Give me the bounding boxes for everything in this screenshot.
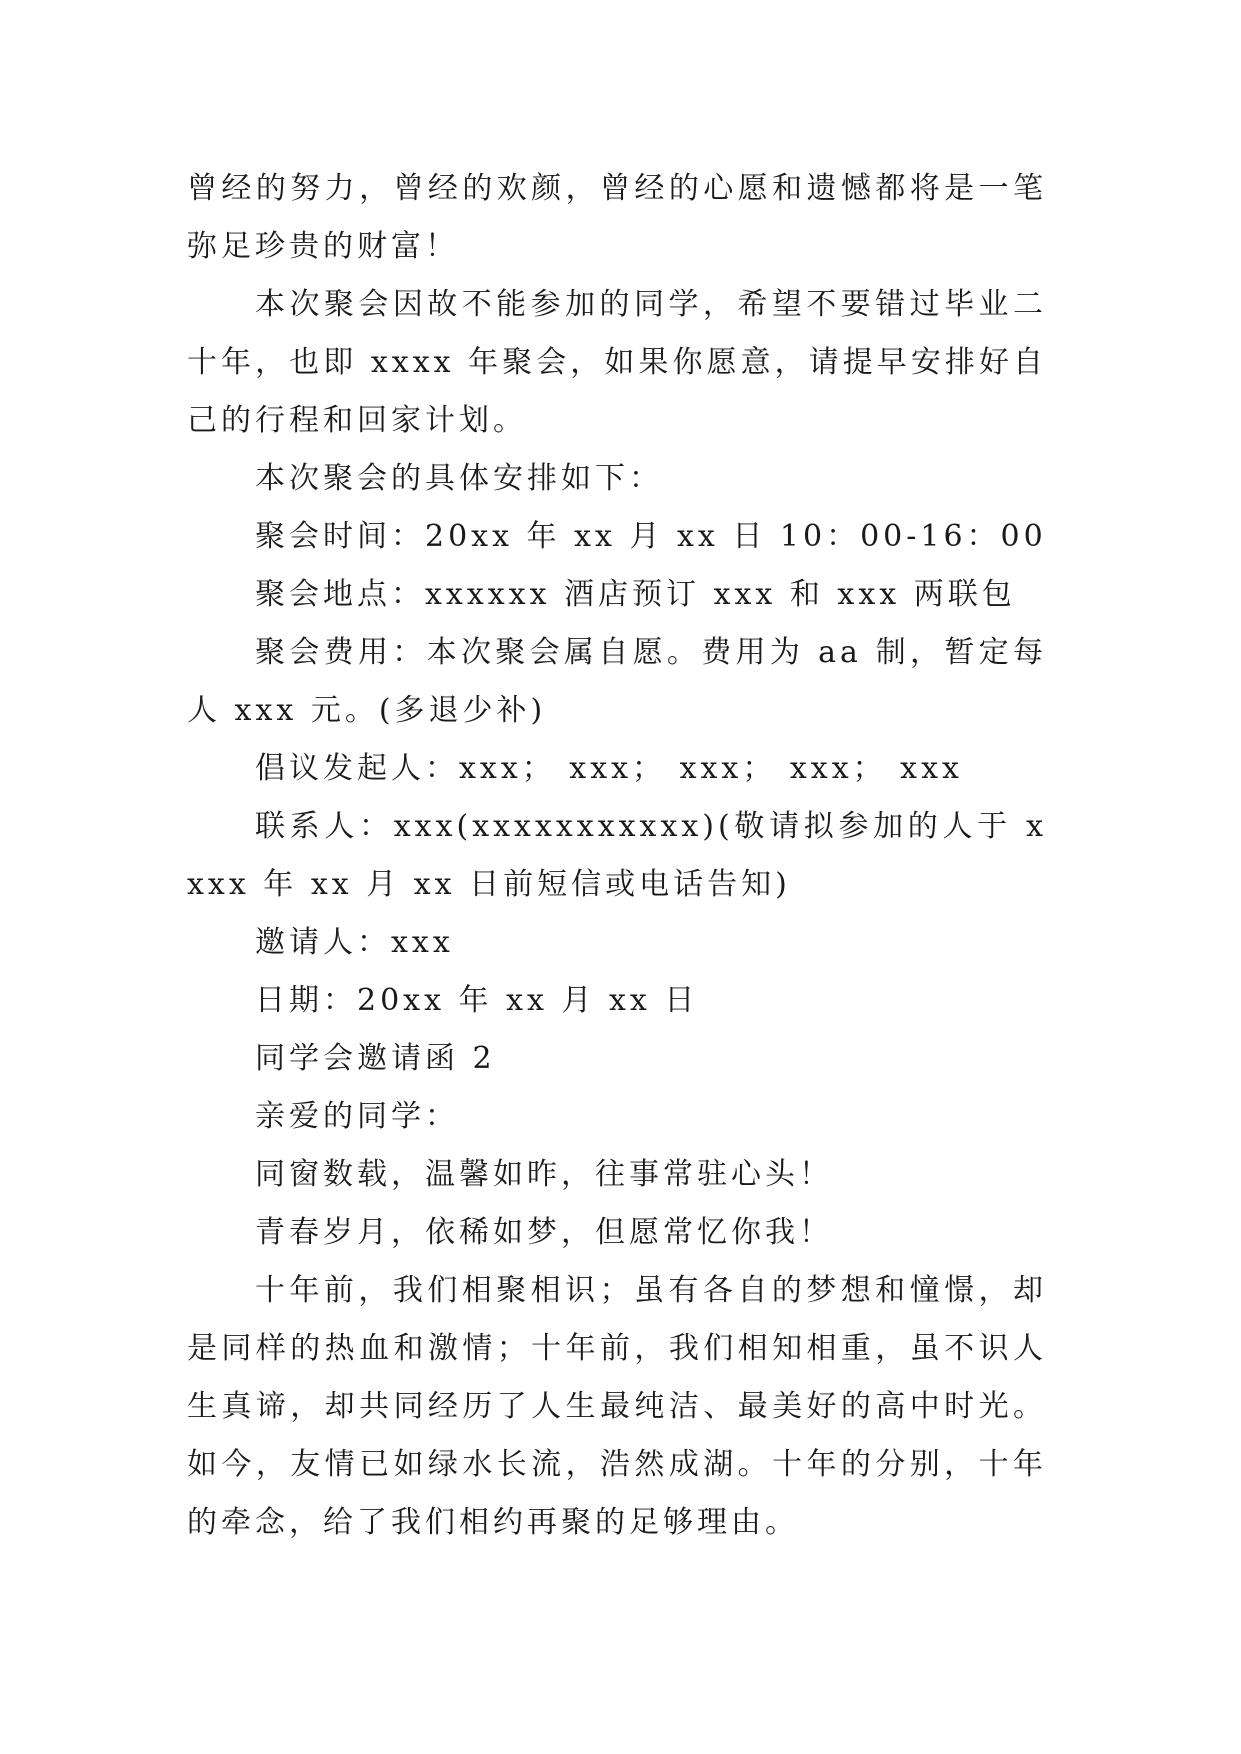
paragraph-gathering-time: 聚会时间：20xx 年 xx 月 xx 日 10：00-16：00 — [255, 519, 1047, 554]
paragraph-gathering-fee: 聚会费用：本次聚会属自愿。费用为 aa 制，暂定每人 xxx 元。(多退少补) — [187, 635, 1047, 728]
paragraph-gathering-location: 聚会地点：xxxxxx 酒店预订 xxx 和 xxx 两联包 — [255, 577, 1016, 612]
paragraph-closing-wealth: 曾经的努力，曾经的欢颜，曾经的心愿和遗憾都将是一笔弥足珍贵的财富！ — [187, 171, 1047, 264]
paragraph-salutation: 亲爱的同学： — [255, 1099, 459, 1134]
document-body — [187, 160, 1047, 1552]
paragraph-verse-2: 青春岁月，依稀如梦，但愿常忆你我！ — [255, 1215, 833, 1250]
paragraph-initiators: 倡议发起人：xxx； xxx； xxx； xxx； xxx — [255, 751, 963, 786]
paragraph-verse-1: 同窗数载，温馨如昨，往事常驻心头！ — [255, 1157, 833, 1192]
paragraph-date: 日期：20xx 年 xx 月 xx 日 — [255, 983, 699, 1018]
paragraph-arrangement-intro: 本次聚会的具体安排如下： — [255, 461, 663, 496]
paragraph-inviter: 邀请人：xxx — [255, 925, 454, 960]
section-heading-invitation-2: 同学会邀请函 2 — [255, 1041, 496, 1076]
paragraph-absent-classmates: 本次聚会因故不能参加的同学，希望不要错过毕业二十年，也即 xxxx 年聚会，如果你愿意，请提早安排好自己的行程和回家计划。 — [187, 287, 1047, 438]
paragraph-contact: 联系人：xxx(xxxxxxxxxxx)(敬请拟参加的人于 xxxx 年 xx 月 xx 日前短信或电话告知) — [187, 809, 1047, 902]
paragraph-ten-years-ago: 十年前，我们相聚相识；虽有各自的梦想和憧憬，却是同样的热血和激情；十年前，我们相知相重，虽不识人生真谛，却共同经历了人生最纯洁、最美好的高中时光。如今，友情已如绿水长流，浩然成湖。十年的分别，十年的牵念，给了我们相约再聚的足够理由。 — [187, 1273, 1047, 1540]
